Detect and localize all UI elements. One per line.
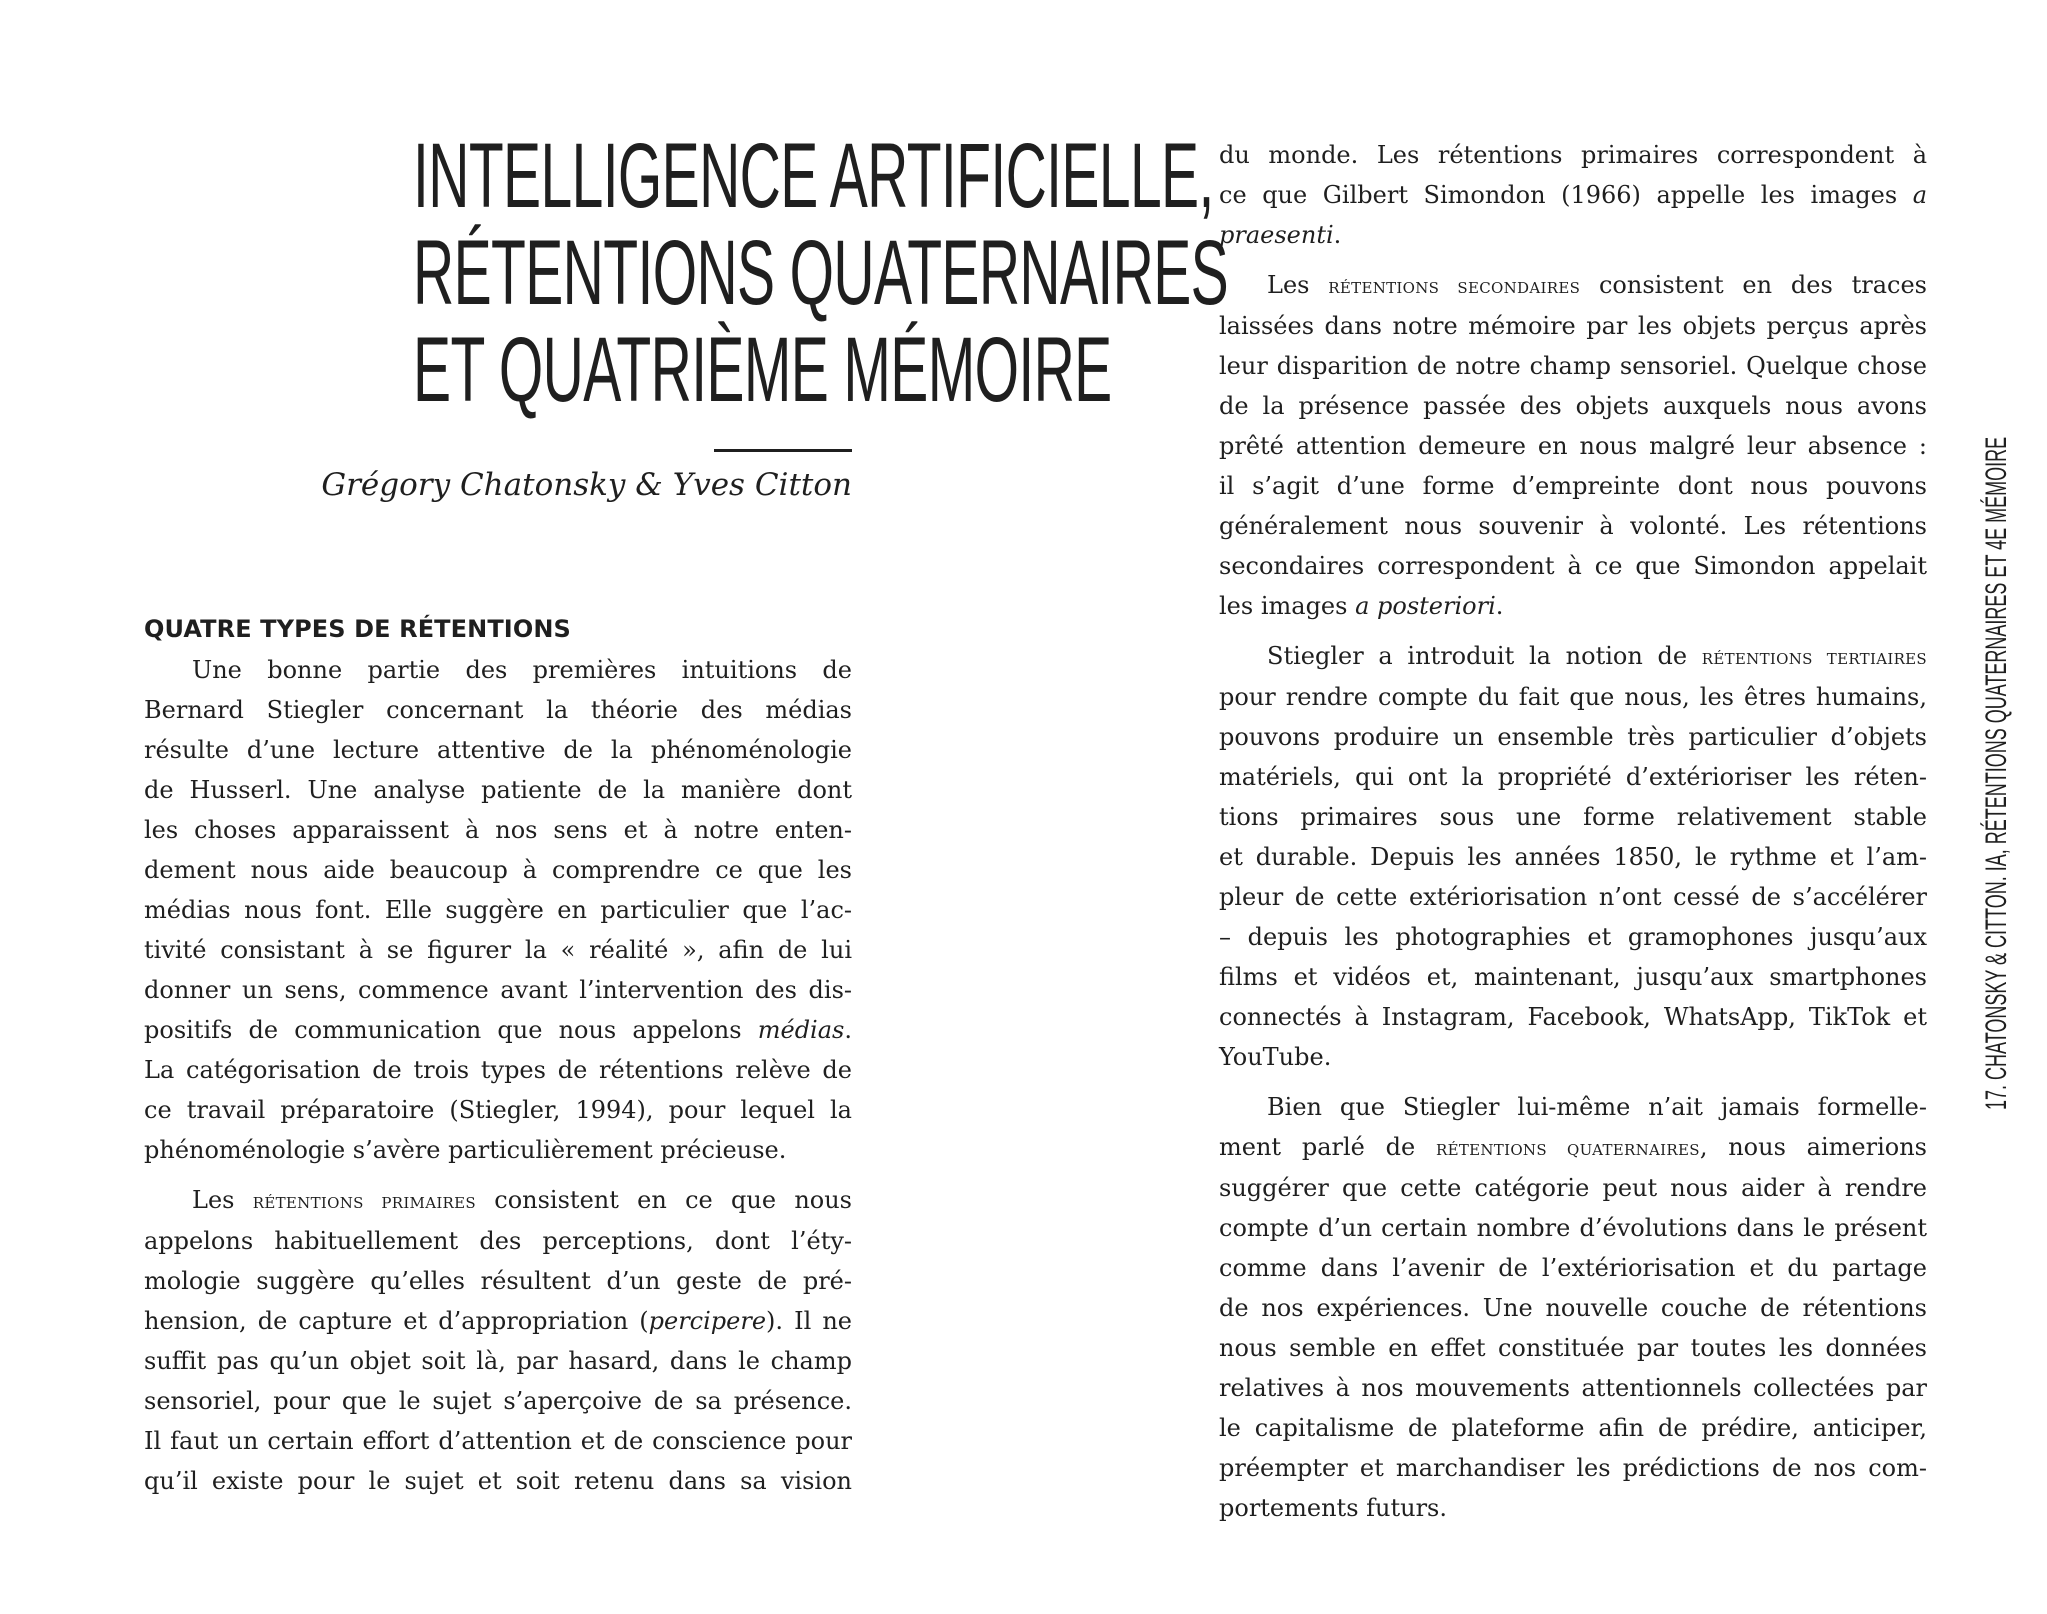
text-line: résulte d’une lecture attentive de la phénoménologie	[144, 736, 852, 764]
text-line: de la présence passée des objets auxquels nous avons	[1219, 392, 1927, 420]
text-line: les choses apparaissent à nos sens et à notre enten-	[144, 816, 852, 844]
text-line: médias nous font. Elle suggère en particulier que l’ac-	[144, 896, 852, 924]
text-run: hension, de capture et d’appropriation (	[144, 1307, 649, 1335]
text-line	[1219, 175, 1927, 215]
title-line-2: RÉTENTIONS QUATERNAIRES	[413, 222, 1229, 324]
left-page	[144, 0, 1229, 1614]
text-line: suggérer que cette catégorie peut nous aider à rendre	[1219, 1174, 1927, 1202]
text-line: pour rendre compte du fait que nous, les êtres humains,	[1219, 683, 1927, 711]
right-page-body-text	[1219, 135, 1927, 1538]
title-divider	[714, 449, 852, 452]
text-line: pleur de cette extériorisation n’ont cessé de s’accélérer	[1219, 883, 1927, 911]
text-line: il s’agit d’une forme d’empreinte dont nous pouvons	[1219, 472, 1927, 500]
paragraph	[1219, 1087, 1927, 1528]
chapter-title	[413, 125, 1229, 421]
text-run: Les	[1267, 271, 1329, 299]
text-line: généralement nous souvenir à volonté. Les rétentions	[1219, 512, 1927, 540]
italic-term: percipere	[648, 1307, 767, 1335]
paragraph	[1219, 265, 1927, 626]
text-line: Une bonne partie des premières intuitions de	[192, 656, 852, 684]
section-heading: QUATRE TYPES DE RÉTENTIONS	[144, 615, 571, 643]
text-line: secondaires correspondent à ce que Simondon appelait	[1219, 552, 1927, 580]
text-line: portements futurs.	[1219, 1494, 1447, 1522]
text-line: sensoriel, pour que le sujet s’aperçoive de sa présence.	[144, 1387, 852, 1415]
text-line: donner un sens, commence avant l’intervention des dis-	[144, 976, 852, 1004]
italic-term: a	[1912, 181, 1927, 209]
text-run: .	[1333, 221, 1342, 249]
text-run: .	[1495, 592, 1504, 620]
italic-term: a posteriori	[1355, 592, 1496, 620]
smallcaps-term: rétentions quaternaires	[1435, 1136, 1700, 1160]
text-line: nous semble en effet constituée par toutes les données	[1219, 1334, 1927, 1362]
text-line	[1219, 586, 1927, 626]
running-head	[1980, 436, 2013, 1110]
title-line-3: ET QUATRIÈME MÉMOIRE	[413, 319, 1112, 421]
text-line: phénoménologie s’avère particulièrement précieuse.	[144, 1136, 787, 1164]
text-line: matériels, qui ont la propriété d’extérioriser les réten-	[1219, 763, 1927, 791]
text-run: ment parlé de	[1219, 1133, 1436, 1161]
text-line: Bien que Stiegler lui-même n’ait jamais formelle-	[1267, 1093, 1927, 1121]
title-line-1: INTELLIGENCE ARTIFICIELLE,	[413, 125, 1214, 227]
text-line: de nos expériences. Une nouvelle couche de rétentions	[1219, 1294, 1927, 1322]
text-line	[1219, 1127, 1927, 1168]
paragraph	[1219, 135, 1927, 255]
chapter-authors: Grégory Chatonsky & Yves Citton	[321, 467, 852, 503]
text-line: le capitalisme de plateforme afin de prédire, anticiper,	[1219, 1414, 1927, 1442]
text-line: comme dans l’avenir de l’extériorisation et du partage	[1219, 1254, 1927, 1282]
text-line: préempter et marchandiser les prédictions de nos com-	[1219, 1454, 1927, 1482]
text-line: tions primaires sous une forme relativement stable	[1219, 803, 1927, 831]
text-line: YouTube.	[1219, 1043, 1332, 1071]
text-line: compte d’un certain nombre d’évolutions dans le présent	[1219, 1214, 1927, 1242]
text-line: leur disparition de notre champ sensoriel. Quelque chose	[1219, 352, 1927, 380]
text-line: relatives à nos mouvements attentionnels collectées par	[1219, 1374, 1927, 1402]
text-line: La catégorisation de trois types de rétentions relève de	[144, 1056, 852, 1084]
smallcaps-term: rétentions primaires	[252, 1189, 476, 1213]
text-line	[144, 1010, 852, 1050]
text-line: et durable. Depuis les années 1850, le rythme et l’am-	[1219, 843, 1927, 871]
text-run: consistent en ce que nous	[475, 1186, 853, 1214]
text-line	[144, 1301, 852, 1341]
running-head-text: 17. CHATONSKY & CITTON. IA, RÉTENTIONS QUATERNAIRES ET 4E MÉMOIRE	[1980, 436, 2013, 1110]
text-line: connectés à Instagram, Facebook, WhatsApp, TikTok et	[1219, 1003, 1927, 1031]
text-line: suffit pas qu’un objet soit là, par hasard, dans le champ	[144, 1347, 852, 1375]
text-line: prêté attention demeure en nous malgré leur absence :	[1219, 432, 1927, 460]
text-run: ). Il ne	[766, 1307, 852, 1335]
smallcaps-term: rétentions secondaires	[1328, 274, 1581, 298]
text-run: ce que Gilbert Simondon (1966) appelle les images	[1219, 181, 1913, 209]
text-line: ce travail préparatoire (Stiegler, 1994), pour lequel la	[144, 1096, 852, 1124]
paragraph	[1219, 636, 1927, 1077]
italic-term: médias	[757, 1016, 845, 1044]
text-run: Stiegler a introduit la notion de	[1267, 642, 1702, 670]
text-run: positifs de communication que nous appelons	[144, 1016, 758, 1044]
text-line	[1219, 636, 1927, 677]
text-line: pouvons produire un ensemble très particulier d’objets	[1219, 723, 1927, 751]
text-line: laissées dans notre mémoire par les objets perçus après	[1219, 312, 1927, 340]
smallcaps-term: rétentions tertiaires	[1701, 645, 1927, 669]
text-line: Bernard Stiegler concernant la théorie des médias	[144, 696, 852, 724]
text-line: dement nous aide beaucoup à comprendre ce que les	[144, 856, 852, 884]
text-line: mologie suggère qu’elles résultent d’un geste de pré-	[144, 1267, 852, 1295]
paragraph	[144, 1180, 852, 1501]
text-line: films et vidéos et, maintenant, jusqu’aux smartphones	[1219, 963, 1927, 991]
text-run: , nous aimerions	[1699, 1133, 1927, 1161]
left-body-text	[144, 650, 852, 1511]
text-run: les images	[1219, 592, 1356, 620]
text-line: du monde. Les rétentions primaires correspondent à	[1219, 141, 1927, 169]
text-line: – depuis les photographies et gramophones jusqu’aux	[1219, 923, 1927, 951]
italic-term: praesenti	[1219, 221, 1334, 249]
text-line: de Husserl. Une analyse patiente de la manière dont	[144, 776, 852, 804]
text-line: qu’il existe pour le sujet et soit retenu dans sa vision	[144, 1467, 852, 1495]
text-line	[144, 1180, 852, 1221]
paragraph	[144, 650, 852, 1170]
text-line: Il faut un certain effort d’attention et de conscience pour	[144, 1427, 852, 1455]
text-run: Les	[192, 1186, 253, 1214]
text-line: appelons habituellement des perceptions, dont l’éty-	[144, 1227, 852, 1255]
text-run: .	[844, 1016, 852, 1044]
text-line: tivité consistant à se figurer la « réalité », afin de lui	[144, 936, 852, 964]
text-run: consistent en des traces	[1580, 271, 1927, 299]
text-line	[1219, 215, 1927, 255]
text-line	[1219, 265, 1927, 306]
